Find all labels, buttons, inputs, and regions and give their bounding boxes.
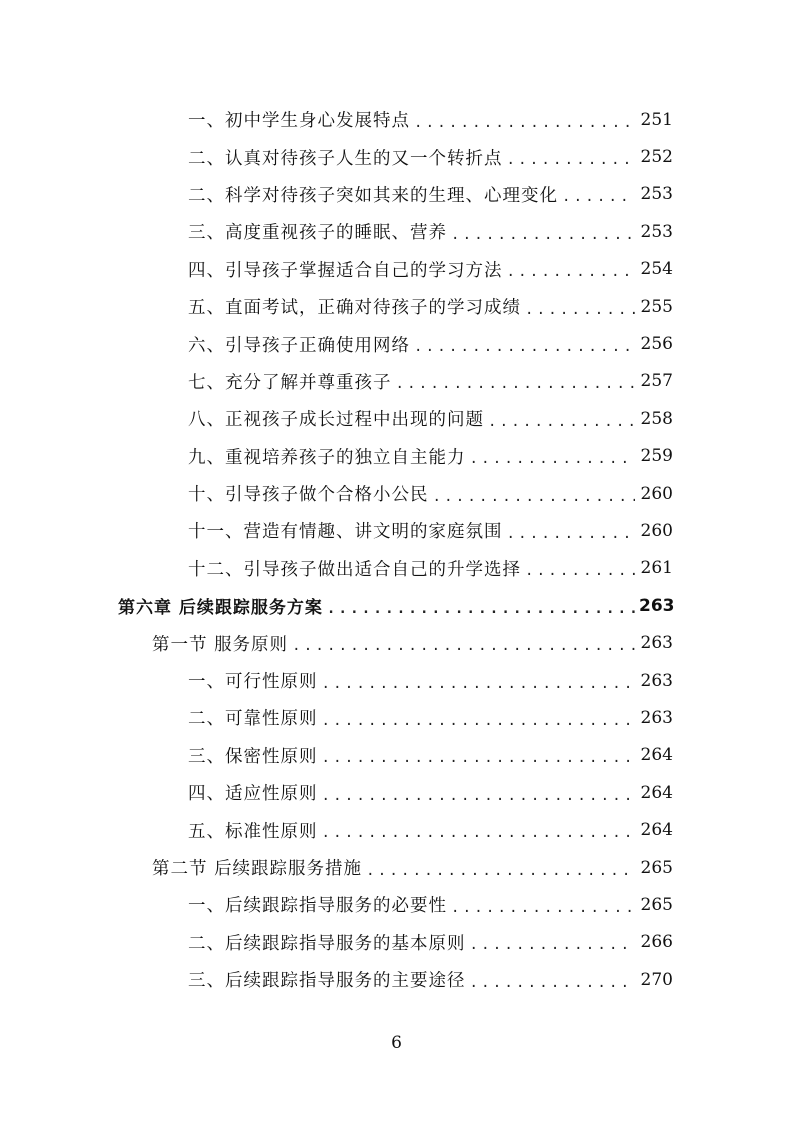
- toc-entry-page-number: 260: [640, 483, 673, 504]
- toc-entry-item[interactable]: [0, 774, 793, 811]
- toc-entry-title: 第六章 后续跟踪服务方案: [118, 598, 323, 619]
- toc-entry-item[interactable]: [0, 550, 793, 587]
- dot-leader: [322, 826, 636, 840]
- toc-entry-item[interactable]: [0, 325, 793, 362]
- toc-entry-item[interactable]: [0, 176, 793, 213]
- toc-entry-page-number: 264: [640, 745, 673, 766]
- toc-entry-page-number: 259: [640, 446, 673, 467]
- toc-entry-title: 六、引导孩子正确使用网络: [188, 335, 410, 356]
- toc-entry-title: 二、认真对待孩子人生的又一个转折点: [188, 148, 503, 169]
- toc-entry-page-number: 256: [640, 334, 673, 355]
- dot-leader: [322, 677, 636, 691]
- toc-entry-title: 五、直面考试，正确对待孩子的学习成绩: [188, 298, 521, 319]
- toc-entry-page-number: 263: [640, 633, 673, 654]
- toc-entry-item[interactable]: [0, 138, 793, 175]
- toc-entry-title: 一、初中学生身心发展特点: [188, 111, 410, 132]
- dot-leader: [470, 976, 636, 990]
- toc-entry-item[interactable]: [0, 512, 793, 549]
- dot-leader: [507, 153, 636, 167]
- toc-entry-title: 二、可靠性原则: [188, 709, 318, 730]
- toc-entry-page-number: 270: [640, 969, 673, 990]
- toc-entry-item[interactable]: [0, 288, 793, 325]
- dot-leader: [322, 714, 636, 728]
- dot-leader: [507, 527, 636, 541]
- dot-leader: [396, 377, 636, 391]
- toc-entry-item[interactable]: [0, 924, 793, 961]
- dot-leader: [433, 490, 636, 504]
- toc-entry-page-number: 257: [640, 371, 673, 392]
- toc-entry-title: 十、引导孩子做个合格小公民: [188, 485, 429, 506]
- toc-entry-page-number: 266: [640, 932, 673, 953]
- toc-entry-title: 九、重视培养孩子的独立自主能力: [188, 447, 466, 468]
- toc-entry-title: 三、高度重视孩子的睡眠、营养: [188, 223, 447, 244]
- dot-leader: [470, 452, 636, 466]
- toc-entry-page-number: 264: [640, 782, 673, 803]
- toc-entry-page-number: 253: [640, 221, 673, 242]
- dot-leader: [451, 901, 635, 915]
- toc-entry-page-number: 258: [640, 408, 673, 429]
- toc-entry-title: 八、正视孩子成长过程中出现的问题: [188, 410, 484, 431]
- toc-entry-page-number: 265: [640, 894, 673, 915]
- dot-leader: [322, 789, 636, 803]
- toc-entry-title: 一、后续跟踪指导服务的必要性: [188, 896, 447, 917]
- dot-leader: [327, 602, 635, 616]
- toc-entry-page-number: 260: [640, 520, 673, 541]
- toc-entry-page-number: 255: [640, 296, 673, 317]
- toc-entry-title: 五、标准性原则: [188, 821, 318, 842]
- dot-leader: [414, 340, 635, 354]
- toc-entry-page-number: 253: [640, 184, 673, 205]
- toc-entry-item[interactable]: [0, 213, 793, 250]
- toc-entry-item[interactable]: [0, 438, 793, 475]
- dot-leader: [507, 265, 636, 279]
- toc-entry-item[interactable]: [0, 662, 793, 699]
- toc-entry-item[interactable]: [0, 886, 793, 923]
- toc-entry-item[interactable]: [0, 699, 793, 736]
- toc-entry-title: 二、科学对待孩子突如其来的生理、心理变化: [188, 185, 558, 206]
- toc-entry-item[interactable]: [0, 737, 793, 774]
- toc-entry-chapter[interactable]: [0, 587, 793, 624]
- toc-entry-title: 十一、营造有情趣、讲文明的家庭氛围: [188, 522, 503, 543]
- toc-entry-title: 三、后续跟踪指导服务的主要途径: [188, 971, 466, 992]
- toc-entry-item[interactable]: [0, 251, 793, 288]
- toc-entry-title: 第二节 后续跟踪服务措施: [152, 859, 363, 879]
- toc-entry-item[interactable]: [0, 475, 793, 512]
- dot-leader: [525, 564, 635, 578]
- toc-entry-item[interactable]: [0, 101, 793, 138]
- dot-leader: [470, 938, 636, 952]
- page-number: 6: [391, 1033, 402, 1053]
- toc-entry-item[interactable]: [0, 811, 793, 848]
- toc-entry-title: 七、充分了解并尊重孩子: [188, 372, 392, 393]
- toc-entry-title: 十二、引导孩子做出适合自己的升学选择: [188, 559, 521, 580]
- dot-leader: [366, 864, 635, 878]
- dot-leader: [525, 303, 635, 317]
- toc-entry-title: 四、引导孩子掌握适合自己的学习方法: [188, 260, 503, 281]
- toc-entry-title: 三、保密性原则: [188, 746, 318, 767]
- toc-entry-page-number: 261: [640, 558, 673, 579]
- toc-entry-page-number: 263: [640, 707, 673, 728]
- toc-entry-page-number: 254: [640, 259, 673, 280]
- toc-entry-item[interactable]: [0, 363, 793, 400]
- toc-entry-page-number: 263: [640, 670, 673, 691]
- toc-entry-page-number: 264: [640, 820, 673, 841]
- dot-leader: [451, 228, 635, 242]
- toc-entry-title: 一、可行性原则: [188, 672, 318, 693]
- toc-entry-section[interactable]: [0, 849, 793, 886]
- dot-leader: [292, 639, 635, 653]
- dot-leader: [322, 751, 636, 765]
- toc-entry-page-number: 265: [640, 857, 673, 878]
- table-of-contents: [0, 101, 793, 998]
- toc-entry-item[interactable]: [0, 400, 793, 437]
- toc-entry-title: 二、后续跟踪指导服务的基本原则: [188, 933, 466, 954]
- dot-leader: [414, 116, 635, 130]
- toc-entry-title: 第一节 服务原则: [152, 634, 289, 655]
- dot-leader: [488, 415, 635, 429]
- toc-entry-section[interactable]: [0, 624, 793, 661]
- toc-entry-page-number: 252: [640, 147, 673, 168]
- dot-leader: [562, 190, 635, 204]
- toc-entry-page-number: 251: [640, 109, 673, 130]
- toc-entry-item[interactable]: [0, 961, 793, 998]
- toc-entry-page-number: 263: [639, 595, 675, 616]
- toc-entry-title: 四、适应性原则: [188, 784, 318, 805]
